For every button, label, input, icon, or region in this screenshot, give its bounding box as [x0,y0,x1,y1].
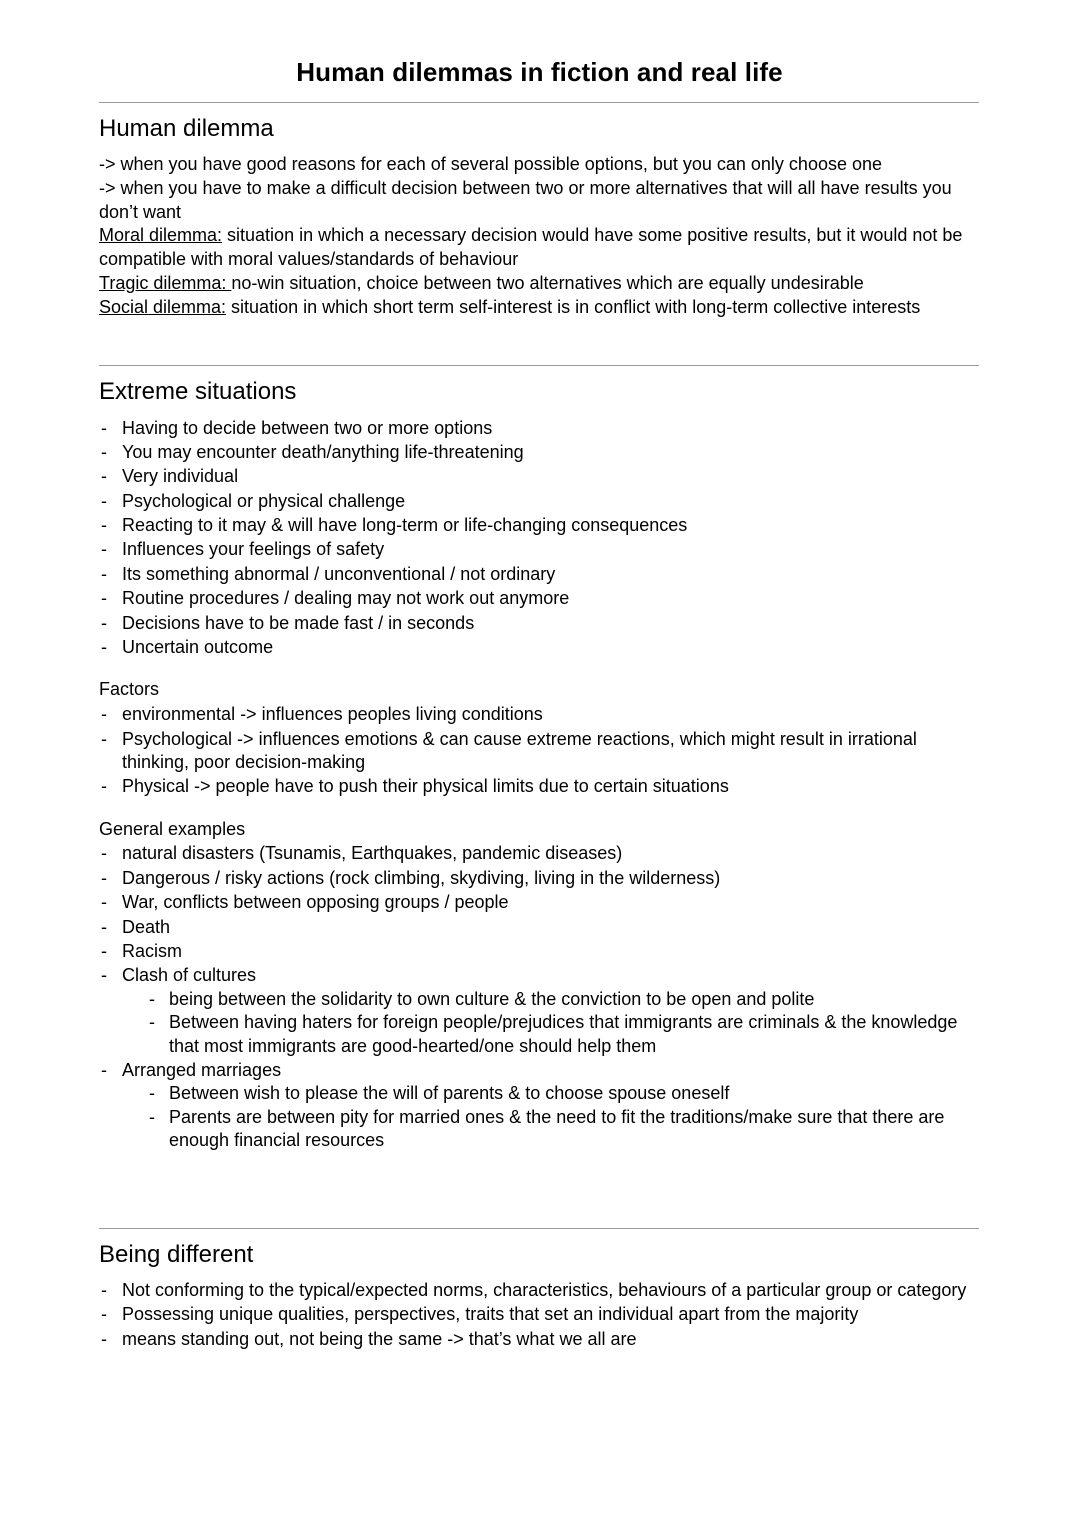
bullet-marker-icon: - [101,417,107,438]
definition-term-moral: Moral dilemma: [99,225,223,246]
sub-list-item [149,1082,979,1105]
list-item [99,867,979,890]
section-heading-human-dilemma: Human dilemma [99,114,274,142]
list-item [99,514,979,537]
section-being-different [99,1239,979,1351]
list-item-label: War, conflicts between opposing groups / people [122,892,509,913]
sub-list-item-label: being between the solidarity to own culture & the conviction to be open and polite [169,988,815,1009]
sub-list-item [149,1011,979,1058]
list-item [99,940,979,963]
title-divider [99,102,979,103]
bullet-marker-icon: - [101,637,107,658]
bullet-marker-icon: - [101,466,107,487]
list-item-label: Racism [122,941,183,962]
list-item [99,703,979,726]
bullet-marker-icon: - [101,728,107,749]
list-item-label: Very individual [122,466,239,487]
bullet-marker-icon: - [101,1328,107,1349]
bullet-marker-icon: - [101,588,107,609]
definition-text-moral: situation in which a necessary decision would have some positive results, but it would not be compatible with moral values/standards of behaviour [99,225,963,270]
list-general-examples [99,842,979,1152]
list-item-label: Its something abnormal / unconventional / not ordinary [122,563,556,584]
sub-list-item-label: Between wish to please the will of parents & to choose spouse oneself [169,1083,730,1104]
page-title: Human dilemmas in fiction and real life [296,57,783,87]
list-item-label: Routine procedures / dealing may not work out anymore [122,588,570,609]
list-item-label: You may encounter death/anything life-threatening [122,441,524,462]
bullet-marker-icon: - [101,916,107,937]
list-item [99,612,979,635]
spacer-before-extreme-situations [99,319,980,365]
list-item-label: Dangerous / risky actions (rock climbing, skydiving, living in the wilderness) [122,867,721,888]
bullet-marker-icon: - [101,843,107,864]
list-item-label: environmental -> influences peoples living conditions [122,704,543,725]
bullet-marker-icon: - [101,515,107,536]
bullet-marker-icon: - [101,539,107,560]
bullet-marker-icon: - [101,867,107,888]
list-item [99,417,979,440]
paragraph-definition-2: -> when you have to make a difficult decision between two or more alternatives that will all have results you don’t want [99,177,952,222]
bullet-marker-icon: - [101,612,107,633]
list-item [99,964,979,1058]
bullet-marker-icon: - [101,1279,107,1300]
list-factors [99,703,979,799]
list-item-label: Arranged marriages [122,1060,282,1080]
bullet-marker-icon: - [149,988,155,1009]
bullet-marker-icon: - [101,563,107,584]
definition-term-social: Social dilemma: [99,296,227,317]
list-item [99,916,979,939]
list-item-label: Physical -> people have to push their physical limits due to certain situations [122,776,729,797]
list-item [99,775,979,798]
sub-list-item [149,1106,979,1153]
list-item [99,465,979,488]
list-item [99,490,979,513]
sub-list-item-label: Parents are between pity for married ones & the need to fit the traditions/make sure that there are enough financial resources [169,1106,945,1151]
definition-tragic-dilemma [99,272,979,296]
subheading-factors: Factors [99,679,160,700]
list-item [99,538,979,561]
bullet-marker-icon: - [101,1060,107,1080]
bullet-marker-icon: - [101,490,107,511]
sub-list-item-label: Between having haters for foreign people/prejudices that immigrants are criminals & the knowledge that most immigrants are good-hearted/one should help them [169,1012,958,1056]
definition-text-social: situation in which short term self-interest is in conflict with long-term collective interests [226,296,921,317]
list-item-label: natural disasters (Tsunamis, Earthquakes, pandemic diseases) [122,843,623,864]
bullet-marker-icon: - [101,1304,107,1325]
list-item [99,1059,979,1153]
list-being-different [99,1279,979,1351]
paragraph-definition-1: -> when you have good reasons for each of several possible options, but you can only choose one [99,154,883,175]
definition-social-dilemma [99,296,979,320]
list-item-label: Influences your feelings of safety [122,539,385,560]
section-heading-being-different: Being different [99,1240,254,1268]
list-item-label: Psychological -> influences emotions & can cause extreme reactions, which might result in irrational thinking, poor decision-making [122,728,917,772]
section-divider-being-different [99,1228,979,1229]
list-item-label: Not conforming to the typical/expected norms, characteristics, behaviours of a particular group or category [122,1279,967,1300]
bullet-marker-icon: - [101,776,107,797]
list-item-label: Death [122,916,171,937]
spacer-before-being-different [99,1154,980,1228]
subheading-general-examples: General examples [99,818,246,839]
list-item-label: Uncertain outcome [122,637,274,658]
list-item [99,1328,979,1351]
list-item-label: means standing out, not being the same -> that’s what we all are [122,1328,637,1349]
bullet-marker-icon: - [149,1106,155,1127]
sublist-clash-of-cultures [122,988,979,1058]
list-item [99,636,979,659]
sublist-arranged-marriages [122,1082,979,1152]
list-item [99,891,979,914]
section-heading-extreme-situations: Extreme situations [99,378,297,406]
sub-list-item [149,988,979,1011]
list-item-label: Having to decide between two or more options [122,417,493,438]
list-item [99,1303,979,1326]
list-item [99,1279,979,1302]
bullet-marker-icon: - [149,1012,155,1033]
bullet-marker-icon: - [101,441,107,462]
list-item-label: Reacting to it may & will have long-term or life-changing consequences [122,515,688,536]
bullet-marker-icon: - [101,941,107,962]
bullet-marker-icon: - [101,892,107,913]
section-divider-extreme-situations [99,365,979,366]
list-item [99,728,979,775]
definition-term-tragic: Tragic dilemma: [99,272,232,293]
list-item [99,441,979,464]
list-item-label: Psychological or physical challenge [122,490,406,511]
list-item [99,587,979,610]
bullet-marker-icon: - [101,704,107,725]
list-item-label: Clash of cultures [122,965,257,986]
section-human-dilemma [99,113,979,319]
list-item [99,842,979,865]
list-item-label: Possessing unique qualities, perspectives, traits that set an individual apart from the majority [122,1304,859,1325]
bullet-marker-icon: - [149,1083,155,1104]
bullet-marker-icon: - [101,965,107,986]
list-extreme-situations [99,417,979,660]
list-item [99,563,979,586]
list-item-label: Decisions have to be made fast / in seconds [122,612,475,633]
definition-moral-dilemma [99,224,979,272]
section-extreme-situations [99,376,979,1152]
definition-text-tragic: no-win situation, choice between two alternatives which are equally undesirable [231,272,864,293]
